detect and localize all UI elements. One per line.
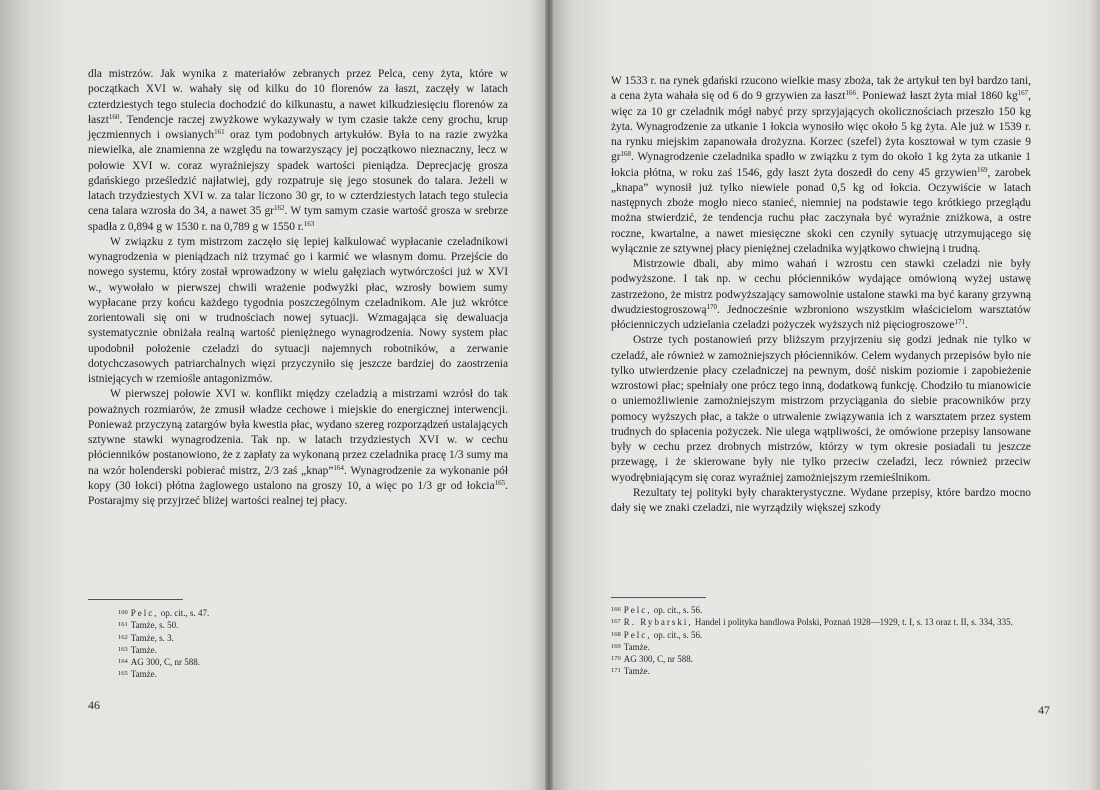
page-number-left: 46 xyxy=(88,698,100,712)
page-number-right: 47 xyxy=(1038,703,1050,717)
footnote-number: 167 xyxy=(611,618,621,626)
footnote-ref: 166 xyxy=(845,89,856,98)
footnote-number: 170 xyxy=(611,655,621,663)
left-page xyxy=(0,0,549,790)
right-footnotes xyxy=(611,604,1041,678)
footnote-text: AG 300, C, nr 588. xyxy=(623,654,693,665)
text-run: . Wynagrodzenie za wykonanie pół kopy (30 łokci) płótna żaglowego ustalono na groszy 10, a więc po 1/3 gr od łokcia xyxy=(88,464,508,492)
footnote-ref: 162 xyxy=(273,204,285,213)
footnote-text: Tamże. xyxy=(623,666,650,677)
body-paragraph xyxy=(88,387,508,509)
footnote-text: Handel i polityka handlowa Polski, Poznań 1928—1929, t. I, s. 13 oraz t. II, s. 334, 335. xyxy=(692,617,1013,628)
footnote-text: Tamże, s. 50. xyxy=(130,620,179,631)
body-paragraph xyxy=(88,235,508,388)
footnote-author: R. Rybarski, xyxy=(623,617,693,628)
footnote-text: Tamże, s. 3. xyxy=(130,632,174,643)
body-paragraph xyxy=(611,333,1031,486)
footnote xyxy=(118,656,498,668)
text-run: Rezultaty tej polityki były charakterystyczne. Wydane przepisy, które bardzo mocno dały się we znaki czeladzi, nie wyrządziły większej szkody xyxy=(611,486,1031,514)
text-run: oraz tym podobnych artykułów. Była to na razie zwyżka niewielka, ale znamienna ze względu na towarzyszący jej początkowo nieznaczny, lecz w połowie XVI w. coraz wyraźniejszy spadek wartości pieniądza. Deprecjację grosza gdańskiego prześledzić najłatwiej, gdy rozpatruje się jego stosunek do talara. Jeżeli w latach trzydziestych XVI w. za talar liczono 30 gr, to w czterdziestych latach tego stulecia cena talara wzrosła do 34, a nawet 35 gr xyxy=(88,129,508,218)
footnote-number: 160 xyxy=(118,609,128,616)
footnote xyxy=(118,632,498,644)
footnote-ref: 164 xyxy=(333,463,344,472)
footnote xyxy=(611,629,1041,641)
book-gutter xyxy=(545,0,553,790)
footnote-number: 168 xyxy=(611,630,621,638)
text-run: dla mistrzów. Jak wynika z materiałów zebranych przez Pelca, ceny żyta, które w początkach XVI w. wahały się od kilku do 10 florenów za łaszt, zaczęły w latach czterdziestych tego stulecia dochodzić do kilkunastu, a nawet kilkudziesięciu florenów za łaszt xyxy=(88,68,508,126)
footnote xyxy=(611,653,1041,665)
text-run: Ostrze tych postanowień przy bliższym przyjrzeniu się godzi jednak nie tylko w czeladź, ale również w zamożniejszych płócienników. Celem wydanych przepisów było nie tylko utwierdzenie płacy czeladniczej na pewnym, dość niskim poziomie i zapobieżenie wzrostowi płac; spełniały one prócz tego inną, dodatkową funkcję. Chodziło tu mianowicie o uniemożliwienie zamożniejszym mistrzom przyciągania do siebie pracowników przy pomocy wyższych płac, a także o utrwalenie związywania ich z warsztatem przez system trudnych do spłacenia pożyczek. Nie ulega wątpliwości, że omówione przepisy lansowane były w cechu przez drobnych mistrzów, którzy w tym okresie posiadali tu jeszcze przewagę, i że skierowane były nie tylko przeciw czeladzi, lecz również przeciw wyodrębniającym się coraz wyraźniej zamożniejszym rzemieślnikom. xyxy=(611,334,1031,484)
footnote xyxy=(118,668,498,680)
footnote xyxy=(611,641,1041,653)
text-run: W związku z tym mistrzom zaczęło się lepiej kalkulować wypłacanie czeladnikowi wynagrodzenia w pieniądzach niż trzymać go i karmić we własnym domu. Przejście do nowego systemu, który został wprowadzony w wielu gałęziach wytwórczości już w XVI w., wywołało w pierwszej chwili wrażenie podwyżki płac, wzrosły bowiem sumy wypłacane przy końcu każdego tygodnia poszczególnym czeladnikom. Ale już wkrótce zorientowali się oni w trudnościach nowej sytuacji. Wzmagająca się dewaluacja systematycznie obniżała realną wartość pieniężnego wynagrodzenia. Nowy system płac upodobnił położenie czeladzi do sytuacji najemnych robotników, a zerwanie dotychczasowych patriarchalnych więzi przyczyniło się jeszcze bardziej do zaostrzenia istniejących w rzemiośle antagonizmów. xyxy=(88,235,508,385)
footnote-text: op. cit., s. 47. xyxy=(158,608,210,618)
footnote-ref: 167 xyxy=(1017,89,1029,98)
text-run: . Postarajmy się przyjrzeć bliżej wartości realnej tej płacy. xyxy=(88,479,508,507)
text-run: . Wynagrodzenie czeladnika spadło w związku z tym do około 1 kg żyta za utkanie 1 łokcia płótna, w roku zaś 1546, gdy łaszt żyta doszedł do ceny 45 grzywien xyxy=(611,151,1031,179)
footnote-ref: 160 xyxy=(108,112,120,121)
text-run: Mistrzowie dbali, aby mimo wahań i wzrostu cen stawki czeladzi nie były podwyższone. I tak np. w cechu płócienników wydające omówioną wyżej ustawę zastrzeżono, że mistrz podwyższający samowolnie ustalone stawki ma być karany grzywną dwudziestogroszową xyxy=(611,258,1031,316)
text-run: . xyxy=(964,319,968,331)
footnote-author: Pelc, xyxy=(623,605,652,615)
footnote-text: Tamże. xyxy=(130,644,157,655)
footnote-number: 163 xyxy=(118,645,128,653)
footnote xyxy=(611,665,1041,677)
body-paragraph xyxy=(611,486,1031,517)
footnote-text: Tamże. xyxy=(623,641,650,652)
footnote xyxy=(118,619,498,631)
text-run: . Ponieważ łaszt żyta miał 1860 kg xyxy=(855,90,1018,103)
body-paragraph xyxy=(611,257,1031,333)
footnote-ref: 168 xyxy=(620,150,631,159)
footnote-number: 164 xyxy=(118,658,128,666)
text-run: . W tym samym czasie wartość grosza w srebrze spadła z 0,894 g w 1530 r. na 0,789 g w 1550 r. xyxy=(88,205,509,233)
footnote xyxy=(611,616,1041,628)
footnote-text: op. cit., s. 56. xyxy=(651,629,703,640)
text-run: . Tendencje raczej zwyżkowe wykazywały w tym czasie także ceny grochu, krup jęczmiennych i owsianych xyxy=(88,113,508,141)
footnote-ref: 171 xyxy=(954,318,965,326)
text-run: , zarobek „knapa” wynosił już tylko niewiele ponad 0,5 kg od łokcia. Oczywiście w latach następnych zboże mogło nieco stanieć, niemniej na podstawie tego krótkiego przeglądu można stwierdzić, że tendencja ruchu płac zaczynała być wyraźnie zniżkowa, a ostre roczne, kwartalne, a nawet miesięczne skoki cen czyniły sytuację utrzymującego się wyłącznie ze sztywnej płacy pieniężnej czeladnika wyjątkowo chwiejną i trudną. xyxy=(611,166,1031,255)
footnote-text: Tamże. xyxy=(130,669,157,680)
left-body-text xyxy=(88,67,508,509)
text-run: , więc za 10 gr czeladnik mógł nabyć przy sprzyjających okolicznościach przeszło 150 kg żyta. Wynagrodzenie za utkanie 1 łokcia wynosiło więc około 5 kg żyta. Ale już w 1539 r. na rynku miejskim zapanowała drożyzna. Korzec (szefel) żyta kosztował w tym czasie 9 gr xyxy=(611,90,1031,164)
text-run: W pierwszej połowie XVI w. konflikt między czeladzią a mistrzami wzrósł do tak poważnych rozmiarów, że zmusił władze cechowe i miejskie do energicznej interwencji. Ponieważ przyczyną zatargów była kwestia płac, wydano szereg rozporządzeń ustalających sztywne stawki wynagrodzenia. Tak np. w latach trzydziestych XVI w. w cechu płócienników postanowiono, że z zapłaty za wykonaną przez czeladnika pracę 1/3 sumy ma na wzór holenderski pobierać mistrz, 2/3 zaś „knap” xyxy=(88,388,508,477)
footnote-number: 171 xyxy=(611,667,621,675)
footnote xyxy=(118,607,498,619)
left-footnotes xyxy=(118,607,498,681)
footnote-ref: 170 xyxy=(706,302,718,311)
footnote xyxy=(611,604,1041,616)
footnote-ref: 161 xyxy=(214,128,225,136)
footnote-author: Pelc, xyxy=(623,629,652,640)
footnote-number: 165 xyxy=(118,670,128,678)
text-run: . Jednocześnie wzbroniono wszystkim właścicielom warsztatów płócienniczych udzielania czeladzi pożyczek wyższych niż pięciogroszowe xyxy=(611,303,1031,331)
footnote-rule xyxy=(611,597,706,598)
footnote-rule xyxy=(88,599,183,600)
footnote xyxy=(118,644,498,656)
right-body-text xyxy=(611,74,1031,516)
footnote-ref: 163 xyxy=(303,219,315,228)
footnote-number: 169 xyxy=(611,642,621,650)
footnote-ref: 165 xyxy=(494,478,506,487)
footnote-number: 161 xyxy=(118,621,128,629)
body-paragraph xyxy=(611,74,1031,257)
footnote-ref: 169 xyxy=(977,165,988,174)
text-run: W 1533 r. na rynek gdański rzucono wielkie masy zboża, tak że artykuł ten był bardzo tani, a cena żyta wahała się od 6 do 9 grzywien za łaszt xyxy=(611,75,1031,103)
footnote-text: AG 300, C, nr 588. xyxy=(130,657,200,668)
footnote-text: op. cit., s. 56. xyxy=(651,605,703,615)
body-paragraph xyxy=(88,67,508,235)
footnote-number: 166 xyxy=(611,606,621,613)
right-page xyxy=(549,0,1100,790)
footnote-number: 162 xyxy=(118,633,128,641)
footnote-author: Pelc, xyxy=(130,608,159,618)
